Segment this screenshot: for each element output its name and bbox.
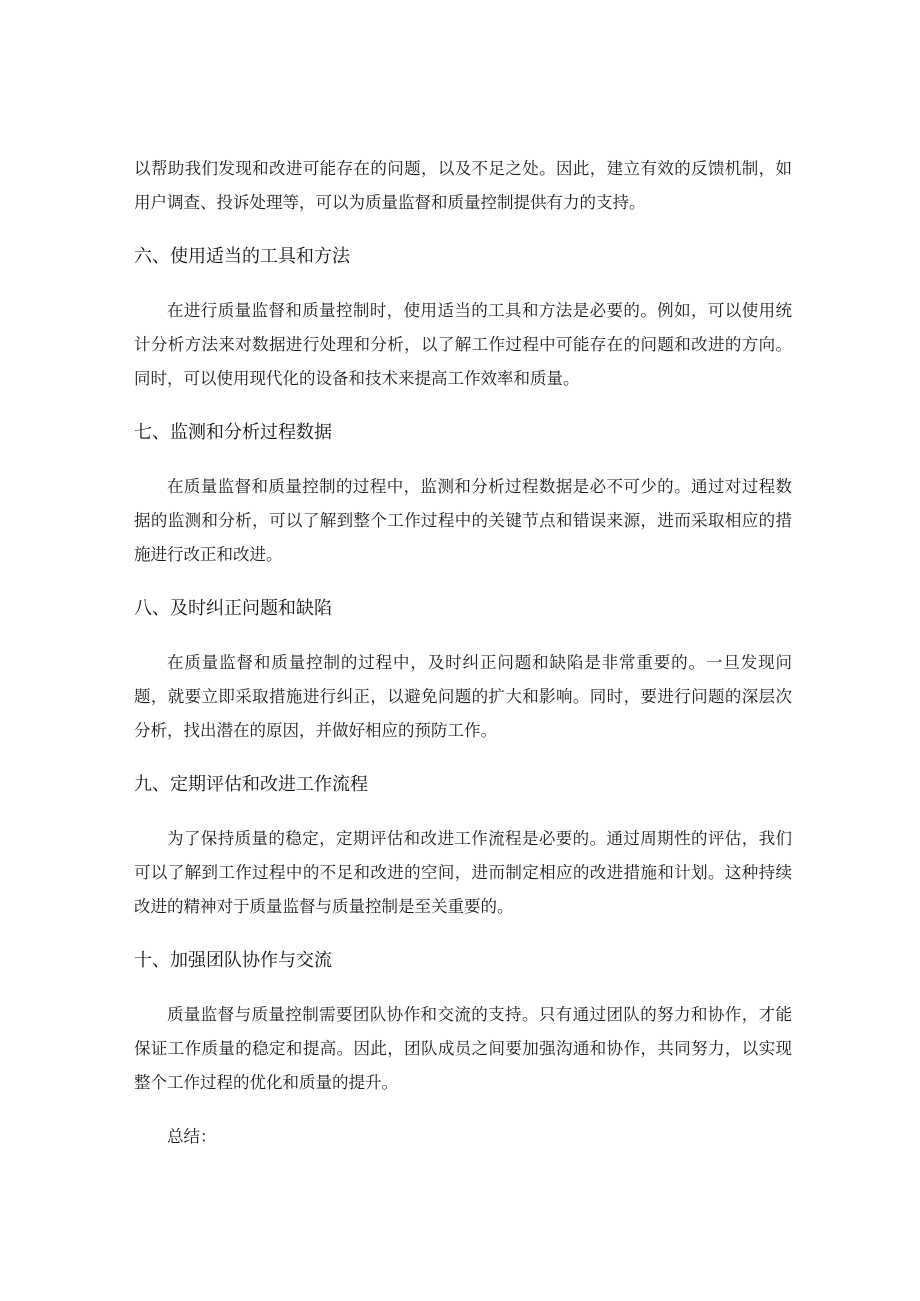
section-heading-10: 十、加强团队协作与交流 [134,950,332,971]
intro-paragraph: 以帮助我们发现和改进可能存在的问题，以及不足之处。因此，建立有效的反馈机制，如用户调查、投诉处理等，可以为质量监督和质量控制提供有力的支持。 [134,159,792,212]
section-body-8: 在质量监督和质量控制的过程中，及时纠正问题和缺陷是非常重要的。一旦发现问题，就要立即采取措施进行纠正，以避免问题的扩大和影响。同时，要进行问题的深层次分析，找出潜在的原因，并做好相应的预防工作。 [134,653,792,740]
summary-label: 总结： [167,1127,217,1146]
section-heading-9: 九、定期评估和改进工作流程 [134,774,368,795]
section-heading-6: 六、使用适当的工具和方法 [134,246,350,267]
section-body-10: 质量监督与质量控制需要团队协作和交流的支持。只有通过团队的努力和协作，才能保证工作质量的稳定和提高。因此，团队成员之间要加强沟通和协作，共同努力，以实现整个工作过程的优化和质量的提升。 [134,1005,792,1092]
section-heading-8: 八、及时纠正问题和缺陷 [134,598,332,619]
section-body-9: 为了保持质量的稳定，定期评估和改进工作流程是必要的。通过周期性的评估，我们可以了解到工作过程中的不足和改进的空间，进而制定相应的改进措施和计划。这种持续改进的精神对于质量监督与质量控制是至关重要的。 [134,829,792,916]
document-body [134,152,792,1154]
section-heading-7: 七、监测和分析过程数据 [134,422,332,443]
section-body-7: 在质量监督和质量控制的过程中，监测和分析过程数据是必不可少的。通过对过程数据的监测和分析，可以了解到整个工作过程中的关键节点和错误来源，进而采取相应的措施进行改正和改进。 [134,477,792,564]
section-body-6: 在进行质量监督和质量控制时，使用适当的工具和方法是必要的。例如，可以使用统计分析方法来对数据进行处理和分析，以了解工作过程中可能存在的问题和改进的方向。同时，可以使用现代化的设备和技术来提高工作效率和质量。 [134,301,792,388]
